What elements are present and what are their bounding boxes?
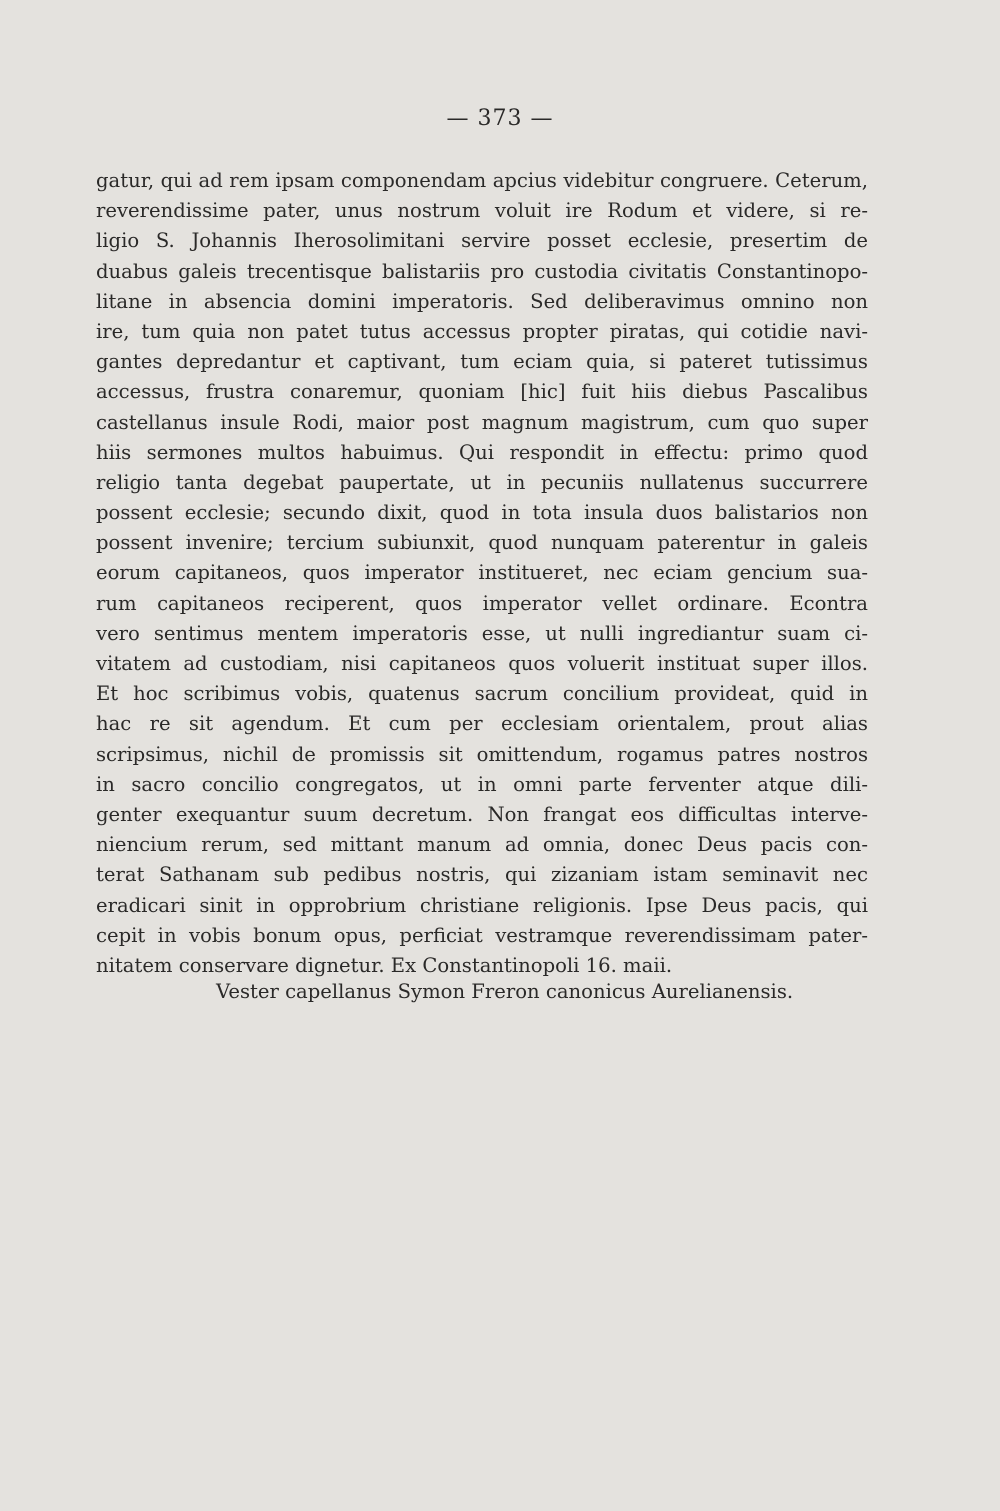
text-line: ligio S. Johannis Iherosolimitani servire posset ecclesie, presertim de [96, 229, 868, 253]
text-line: nitatem conservare dignetur. Ex Constantinopoli 16. maii. [96, 953, 673, 977]
text-line: eorum capitaneos, quos imperator institueret, nec eciam gencium sua- [96, 561, 868, 585]
text-line: accessus, frustra conaremur, quoniam [hic] fuit hiis diebus Pascalibus [96, 380, 868, 404]
text-line: castellanus insule Rodi, maior post magnum magistrum, cum quo super [96, 410, 868, 434]
text-line: religio tanta degebat paupertate, ut in pecuniis nullatenus succurrere [96, 470, 868, 494]
letter-body [96, 166, 868, 981]
text-line: ire, tum quia non patet tutus accessus propter piratas, qui cotidie navi- [96, 319, 868, 343]
text-line: vero sentimus mentem imperatoris esse, ut nulli ingrediantur suam ci- [96, 621, 868, 645]
text-line: litane in absencia domini imperatoris. Sed deliberavimus omnino non [96, 289, 868, 313]
text-line: possent invenire; tercium subiunxit, quod nunquam paterentur in galeis [96, 531, 868, 555]
text-line: Et hoc scribimus vobis, quatenus sacrum concilium provideat, quid in [96, 682, 868, 706]
text-line: gantes depredantur et captivant, tum eciam quia, si pateret tutissimus [96, 350, 868, 374]
text-line: terat Sathanam sub pedibus nostris, qui zizaniam istam seminavit nec [96, 863, 868, 887]
text-line: duabus galeis trecentisque balistariis pro custodia civitatis Constantinopo- [96, 259, 868, 283]
text-line: niencium rerum, sed mittant manum ad omnia, donec Deus pacis con- [96, 833, 868, 857]
text-line: genter exequantur suum decretum. Non frangat eos difficultas interve- [96, 802, 868, 826]
page-number: — 373 — [446, 106, 554, 131]
text-line: vitatem ad custodiam, nisi capitaneos quos voluerit instituat super illos. [96, 652, 868, 675]
signature-line: Vester capellanus Symon Freron canonicus Aurelianensis. [216, 980, 794, 1003]
text-line: hiis sermones multos habuimus. Qui respondit in effectu: primo quod [96, 440, 868, 464]
text-line: gatur, qui ad rem ipsam componendam apcius videbitur congruere. Ceterum, [96, 169, 868, 192]
text-line: possent ecclesie; secundo dixit, quod in tota insula duos balistarios non [96, 501, 868, 525]
text-line: in sacro concilio congregatos, ut in omni parte ferventer atque dili- [96, 772, 868, 796]
text-line: eradicari sinit in opprobrium christiane religionis. Ipse Deus pacis, qui [96, 893, 868, 917]
text-line: rum capitaneos reciperent, quos imperator vellet ordinare. Econtra [96, 591, 868, 615]
text-line: scripsimus, nichil de promissis sit omittendum, rogamus patres nostros [96, 742, 868, 766]
text-line: cepit in vobis bonum opus, perficiat vestramque reverendissimam pater- [96, 923, 868, 947]
text-line: hac re sit agendum. Et cum per ecclesiam orientalem, prout alias [96, 712, 868, 736]
text-line: reverendissime pater, unus nostrum voluit ire Rodum et videre, si re- [96, 199, 868, 223]
